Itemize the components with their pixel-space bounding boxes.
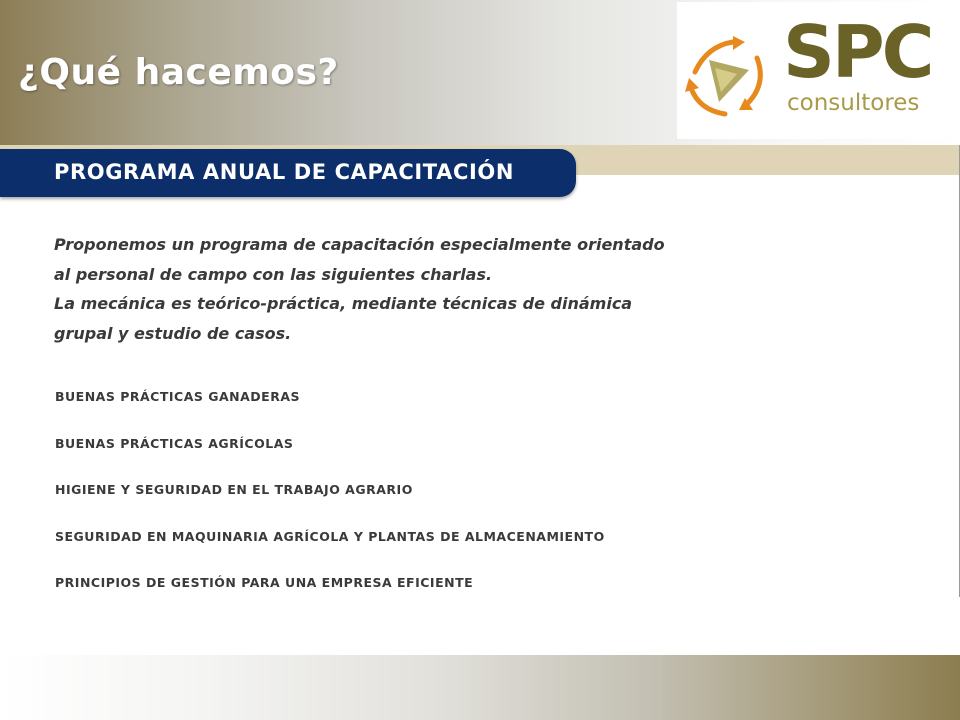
- intro-line: La mecánica es teórico-práctica, mediante técnicas de dinámica: [54, 294, 633, 313]
- footer-gradient-band: [0, 655, 960, 720]
- logo-subtitle: consultores: [787, 90, 920, 116]
- topic-item: BUENAS PRÁCTICAS GANADERAS: [55, 389, 301, 404]
- section-banner: [0, 149, 576, 197]
- intro-line: Proponemos un programa de capacitación especialmente orientado: [54, 235, 665, 254]
- content-panel: [0, 145, 960, 597]
- intro-line: grupal y estudio de casos.: [54, 323, 292, 343]
- section-banner-title: PROGRAMA ANUAL DE CAPACITACIÓN: [54, 160, 515, 184]
- intro-line: al personal de campo con las siguientes charlas.: [54, 264, 493, 284]
- slide-title: ¿Qué hacemos?: [18, 52, 339, 93]
- topic-item: HIGIENE Y SEGURIDAD EN EL TRABAJO AGRARIO: [55, 482, 413, 497]
- topics-list: [55, 387, 605, 597]
- spc-logo: [677, 2, 960, 139]
- spc-arrows-triangle-icon: [685, 32, 769, 120]
- topic-item: SEGURIDAD EN MAQUINARIA AGRÍCOLA Y PLANTAS DE ALMACENAMIENTO: [55, 528, 605, 544]
- intro-paragraph: [54, 230, 674, 348]
- logo-wordmark: SPC: [783, 10, 932, 94]
- topic-item: PRINCIPIOS DE GESTIÓN PARA UNA EMPRESA EFICIENTE: [55, 575, 474, 590]
- topic-item: BUENAS PRÁCTICAS AGRÍCOLAS: [55, 435, 294, 451]
